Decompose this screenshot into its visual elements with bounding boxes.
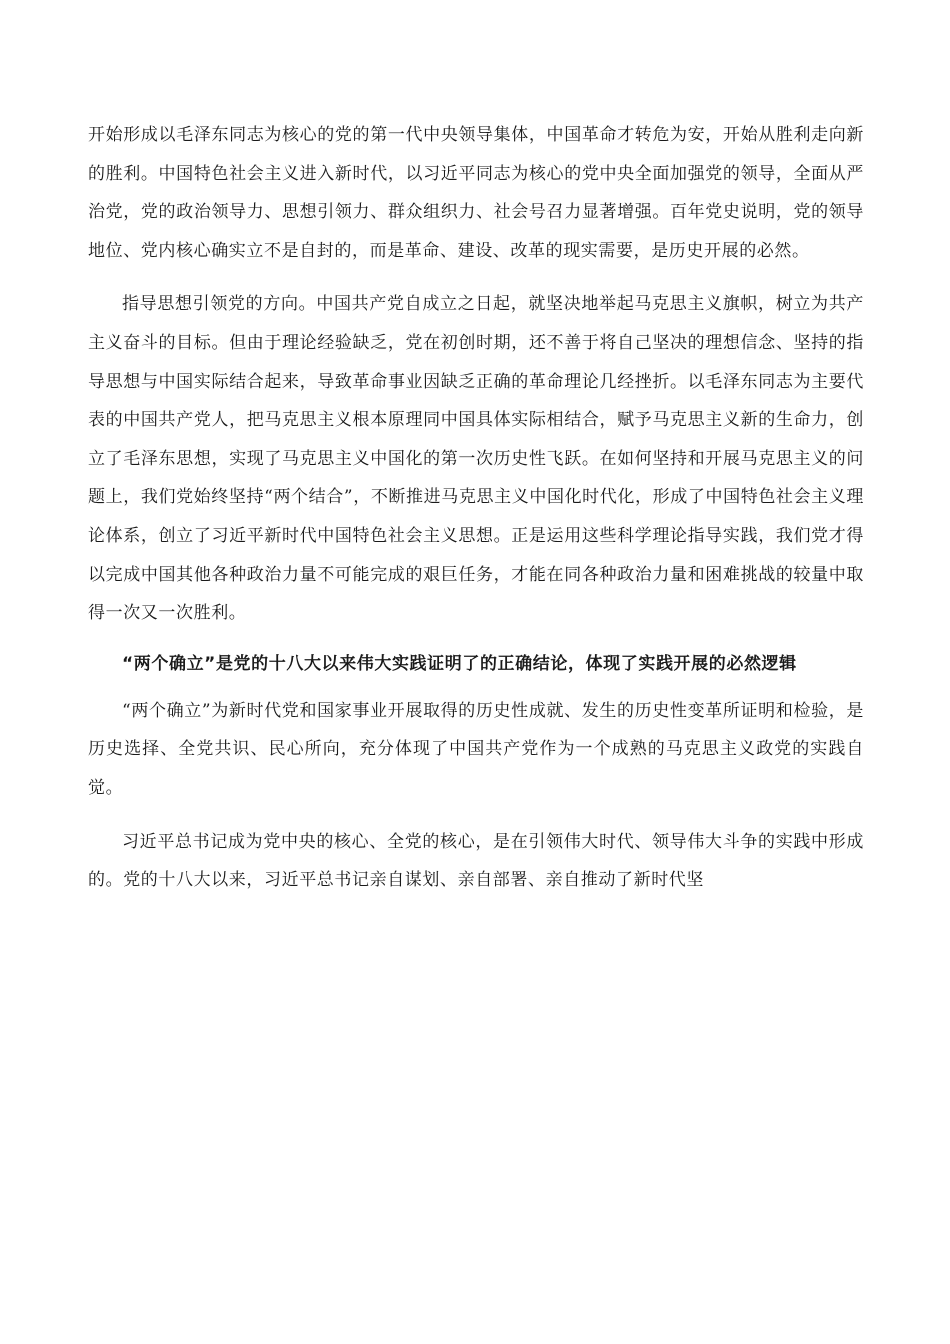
paragraph-two-establishments: “两个确立”为新时代党和国家事业开展取得的历史性成就、发生的历史性变革所证明和检验，是历史选择、全党共识、民心所向，充分体现了中国共产党作为一个成熟的马克思主义政党的实践自觉。 xyxy=(88,700,864,798)
section-heading: “两个确立”是党的十八大以来伟大实践证明了的正确结论，体现了实践开展的必然逻辑 xyxy=(122,653,797,674)
paragraph-core-leader: 习近平总书记成为党中央的核心、全党的核心，是在引领伟大时代、领导伟大斗争的实践中形成的。党的十八大以来，习近平总书记亲自谋划、亲自部署、亲自推动了新时代坚 xyxy=(88,831,864,891)
paragraph-guiding-thought: 指导思想引领党的方向。中国共产党自成立之日起，就坚决地举起马克思主义旗帜，树立为共产主义奋斗的目标。但由于理论经验缺乏，党在初创时期，还不善于将自己坚决的理想信念、坚持的指导思想与中国实际结合起来，导致革命事业因缺乏正确的革命理论几经挫折。以毛泽东同志为主要代表的中国共产党人，把马克思主义根本原理同中国具体实际相结合，赋予马克思主义新的生命力，创立了毛泽东思想，实现了马克思主义中国化的第一次历史性飞跃。在如何坚持和开展马克思主义的问题上，我们党始终坚持“两个结合”，不断推进马克思主义中国化时代化，形成了中国特色社会主义理论体系，创立了习近平新时代中国特色社会主义思想。正是运用这些科学理论指导实践，我们党才得以完成中国其他各种政治力量不可能完成的艰巨任务，才能在同各种政治力量和困难挑战的较量中取得一次又一次胜利。 xyxy=(88,294,864,624)
paragraph-party-leadership: 开始形成以毛泽东同志为核心的党的第一代中央领导集体，中国革命才转危为安，开始从胜利走向新的胜利。中国特色社会主义进入新时代，以习近平同志为核心的党中央全面加强党的领导，全面从严治党，党的政治领导力、思想引领力、群众组织力、社会号召力显著增强。百年党史说明，党的领导地位、党内核心确实立不是自封的，而是革命、建设、改革的现实需要，是历史开展的必然。 xyxy=(88,125,864,261)
document-page xyxy=(88,116,864,900)
section-heading-wrap xyxy=(88,641,864,688)
